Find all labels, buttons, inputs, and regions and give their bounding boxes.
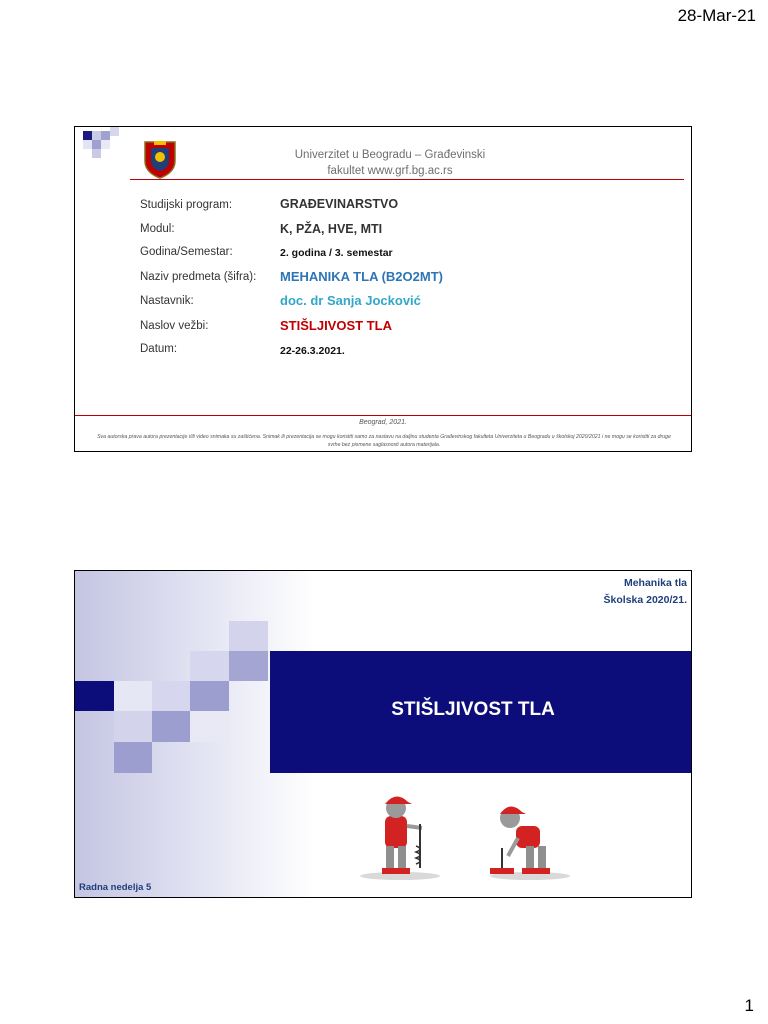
field-label-program: Studijski program:	[140, 199, 233, 211]
decor-square	[114, 742, 152, 773]
slide-title-info	[74, 126, 692, 452]
page-date: 28-Mar-21	[677, 6, 756, 25]
divider	[130, 179, 684, 180]
university-name: Univerzitet u Beogradu – Građevinski fakultet www.grf.bg.ac.rs	[294, 149, 486, 177]
decor-square	[92, 140, 101, 149]
course-info	[604, 575, 687, 609]
field-label-module: Modul:	[140, 223, 175, 235]
decor-square	[190, 681, 229, 711]
slide-header	[75, 127, 691, 183]
week-label: Radna nedelja 5	[79, 882, 152, 893]
decor-square	[83, 131, 92, 140]
decor-square	[83, 140, 92, 149]
field-label-exercise: Naslov vežbi:	[140, 320, 209, 332]
decor-square	[152, 681, 190, 711]
decor-square	[114, 681, 152, 711]
field-label-teacher: Nastavnik:	[140, 295, 194, 307]
field-value-year: 2. godina / 3. semestar	[280, 247, 393, 259]
decor-square	[101, 140, 110, 149]
decor-square	[229, 621, 268, 651]
page-number: 1	[744, 996, 754, 1015]
field-value-date: 22-26.3.2021.	[280, 345, 345, 357]
footer-divider	[75, 415, 691, 416]
decor-square	[190, 651, 229, 681]
copyright-notice: Sva autorska prava autora prezentacije i/ili video snimaka su zaštićena. Snimak ili prezentacija se mogu koristiti samo za nastavu na daljinu studenta Građevinskog fakulteta Univerziteta u Beogradu u školskoj 2020/2021 i ne mogu se koristiti za druge svrhe bez pismene saglasnosti autora materijala.	[97, 434, 671, 448]
university-crest-icon	[142, 139, 178, 179]
workers-drilling-illustration	[330, 786, 660, 886]
slide-heading: STIŠLJIVOST TLA	[391, 699, 555, 720]
decor-square	[110, 127, 119, 136]
footer-city: Beograd, 2021.	[359, 419, 407, 426]
decor-square	[92, 131, 101, 140]
decor-square	[190, 711, 229, 742]
field-label-date: Datum:	[140, 343, 178, 355]
school-year: Školska 2020/21.	[603, 594, 687, 606]
decor-square	[101, 131, 110, 140]
field-value-program: GRAĐEVINARSTVO	[280, 197, 399, 211]
decor-square	[114, 711, 152, 742]
field-value-teacher: doc. dr Sanja Jocković	[280, 293, 421, 308]
decor-square	[152, 711, 190, 742]
decor-square	[229, 651, 268, 681]
field-value-exercise: STIŠLJIVOST TLA	[280, 318, 392, 333]
field-label-year: Godina/Semestar:	[140, 246, 233, 258]
field-value-course: MEHANIKA TLA (B2O2MT)	[280, 269, 443, 284]
decor-square	[75, 681, 114, 711]
field-value-module: K, PŽA, HVE, MTI	[280, 222, 383, 236]
field-label-course: Naziv predmeta (šifra):	[140, 271, 257, 283]
course-name: Mehanika tla	[623, 577, 687, 589]
decor-square	[92, 149, 101, 158]
slide-title	[74, 570, 692, 898]
